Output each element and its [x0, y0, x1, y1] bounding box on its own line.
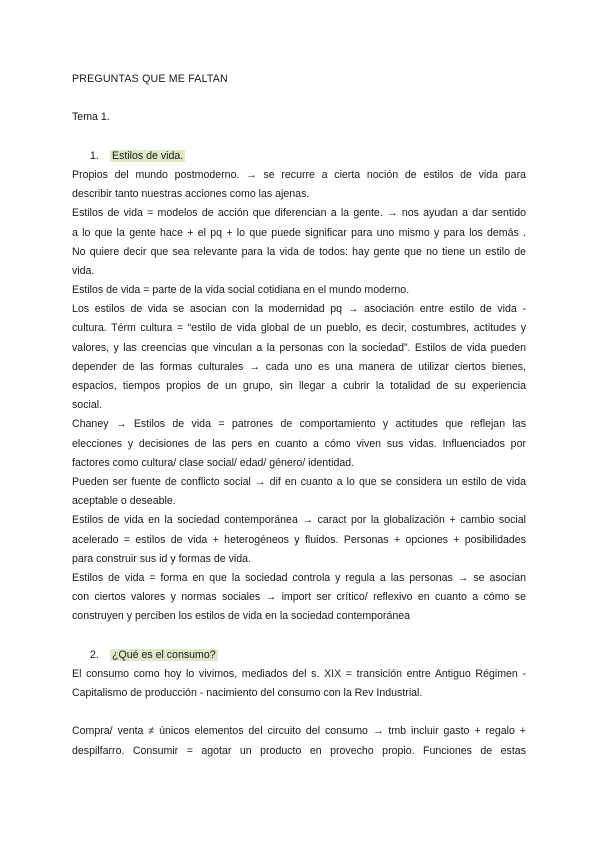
text-line: No quiere decir que sea relevante para la vida de todos: hay gente que no tiene un estilo de: [72, 245, 526, 258]
text-line: para construir sus id y formas de vida.: [72, 552, 251, 565]
text-line: Pueden ser fuente de conflicto social → dif en cuanto a lo que se considera un estilo de vida: [72, 475, 526, 488]
text-line: Estilos de vida en la sociedad contemporánea → caract por la globalización + cambio social: [72, 514, 526, 527]
text-line: vida.: [72, 264, 95, 277]
text-line: describir tanto nuestras acciones como las ajenas.: [72, 188, 310, 201]
text-line: construyen y perciben los estilos de vida en la sociedad contemporánea: [72, 610, 411, 623]
section-1-title: Estilos de vida.: [112, 149, 184, 162]
spacer: [72, 703, 526, 722]
text-line: social.: [72, 399, 103, 412]
section-2-title: ¿Qué es el consumo?: [112, 648, 216, 661]
text-line: depender de las formas culturales → cada uno es una manera de utilizar ciertos bienes,: [72, 360, 526, 373]
document-title: PREGUNTAS QUE ME FALTAN: [72, 73, 228, 85]
text-line: a lo que la gente hace + el pq + lo que puede significar para uno mismo y para los demás .: [72, 226, 526, 239]
text-line: Capitalismo de producción - nacimiento del consumo con la Rev Industrial.: [72, 687, 423, 699]
text-line: aceptable o deseable.: [72, 495, 176, 508]
text-line: cultura. Térm cultura = “estilo de vida global de un pueblo, es decir, costumbres, actitudes y: [72, 322, 526, 335]
topic-label: Tema 1.: [72, 111, 110, 124]
spacer: [72, 626, 526, 645]
section-2-number: 2.: [90, 648, 99, 661]
text-line: Compra/ venta ≠ únicos elementos del circuito del consumo → tmb incluir gasto + regalo +: [72, 725, 526, 738]
text-line: Propios del mundo postmoderno. → se recurre a cierta noción de estilos de vida para: [72, 168, 526, 181]
text-line: despilfarro. Consumir = agotar un producto en provecho propio. Funciones de estas: [72, 744, 526, 757]
section-1-heading: [72, 147, 526, 166]
spacer: [72, 128, 526, 147]
section-1-number: 1.: [90, 149, 99, 162]
text-line: espacios, tiempos propios de un grupo, sin llegar a cubrir la totalidad de su experiencia: [72, 380, 526, 392]
text-line: Estilos de vida = forma en que la sociedad controla y regula a las personas → se asocian: [72, 571, 526, 584]
text-line: El consumo como hoy lo vivimos, mediados del s. XIX = transición entre Antiguo Régimen -: [72, 667, 526, 680]
text-line: Estilos de vida = parte de la vida social cotidiana en el mundo moderno.: [72, 284, 410, 297]
section-2-paragraphs: [72, 665, 526, 761]
text-line: acelerado = estilos de vida + heterogéneos y fluidos. Personas + opciones + posibilidades: [72, 533, 526, 546]
text-line: valores, y las creencias que vinculan a la personas con la sociedad”. Estilos de vida pueden: [72, 341, 526, 354]
text-line: con ciertos valores y normas sociales → import ser crítico/ reflexivo en cuanto a cómo se: [72, 591, 526, 604]
text-line: Estilos de vida = modelos de acción que diferencian a la gente. → nos ayudan a dar sentido: [72, 207, 526, 220]
document-body: [72, 70, 526, 761]
text-line: factores como cultura/ clase social/ edad/ género/ identidad.: [72, 456, 355, 469]
section-1-paragraphs: [72, 166, 526, 627]
spacer: [72, 89, 526, 108]
text-line: elecciones y decisiones de las pers en cuanto a cómo viven sus vidas. Influenciados por: [72, 437, 526, 450]
section-2-heading: [72, 646, 526, 665]
text-line: Chaney → Estilos de vida = patrones de comportamiento y actitudes que reflejan las: [72, 418, 526, 431]
text-line: Los estilos de vida se asocian con la modernidad pq → asociación entre estilo de vida -: [72, 303, 526, 316]
